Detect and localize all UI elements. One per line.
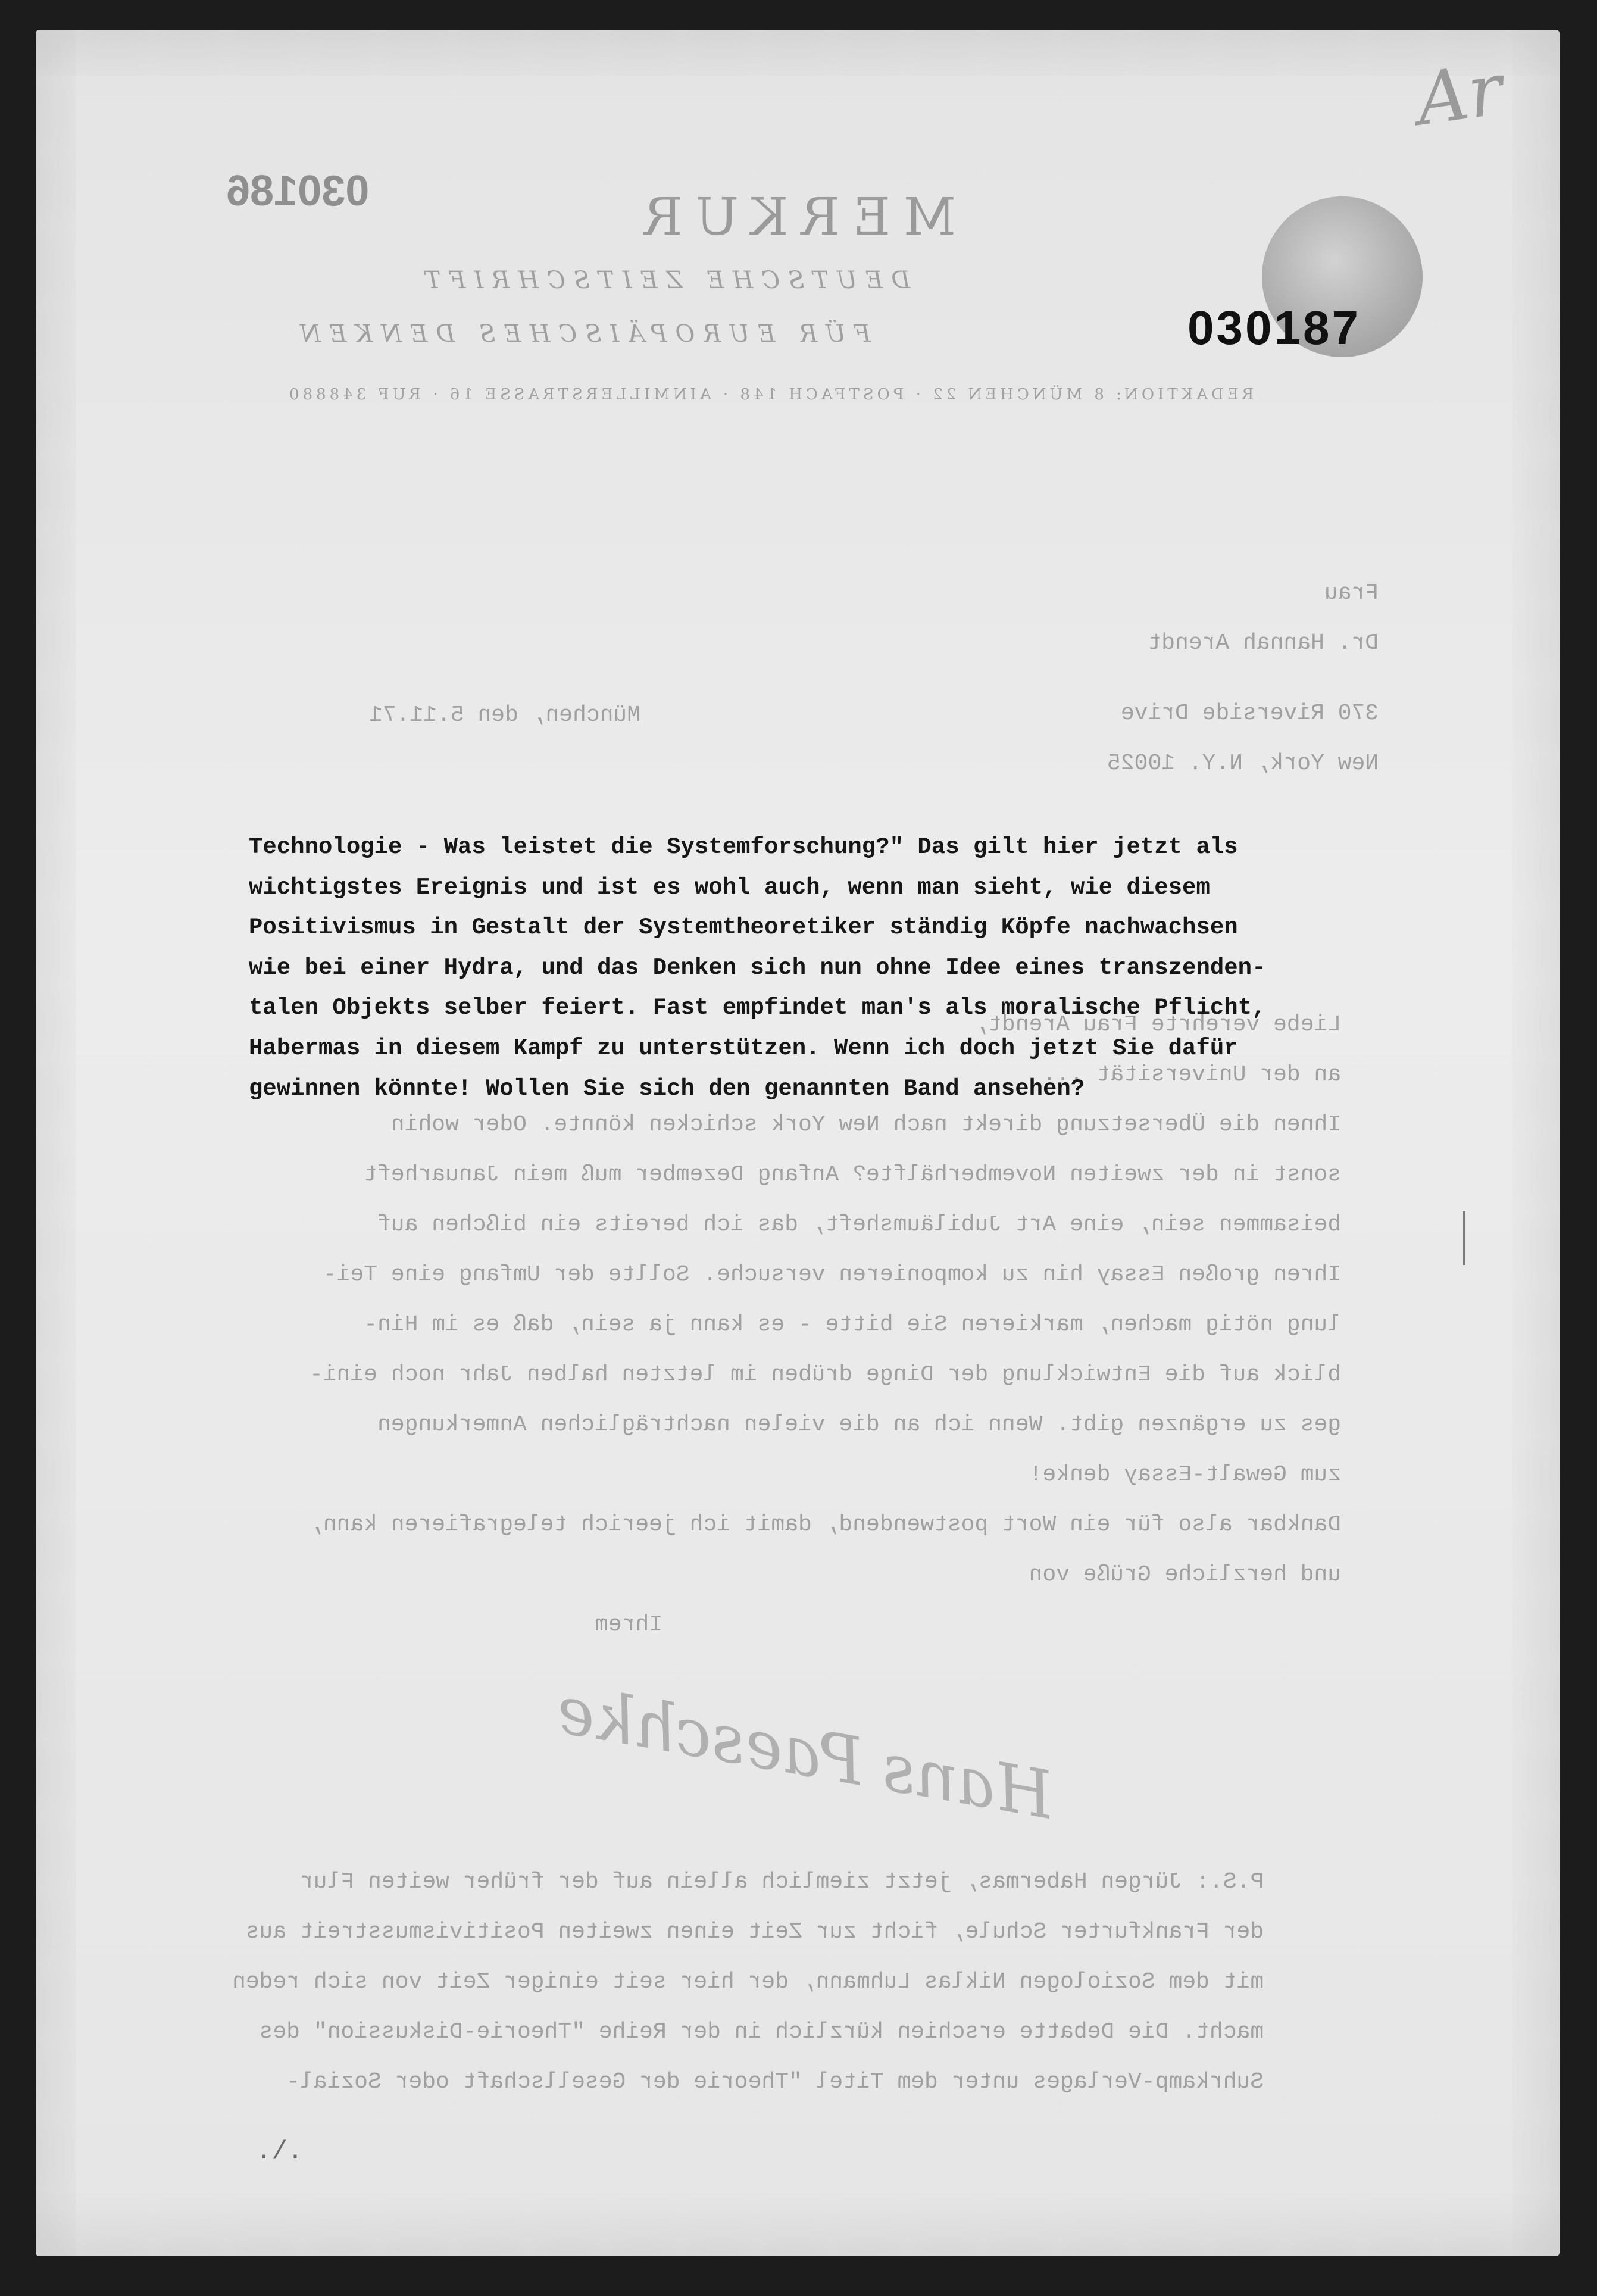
main-text-line: Positivismus in Gestalt der Systemtheoretiker ständig Köpfe nachwachsen: [249, 914, 1238, 941]
bleed-through-letterhead-subtitle-2: FÜR EUROPÄISCHES DENKEN: [292, 320, 871, 348]
ps-line: mit dem Soziologen Niklas Luhmann, der hier seit einiger Zeit von sich reden: [232, 1969, 1264, 1995]
bleed-through-letterhead-address: REDAKTION: 8 MÜNCHEN 22 · POSTFACH 148 · AINMILLERSTRASSE 16 · RUF 348880: [286, 386, 1254, 404]
archive-number: 030187: [1187, 301, 1361, 354]
bleed-through-letterhead-title: MERKUR: [631, 188, 957, 247]
recipient-line: 370 Riverside Drive: [1120, 701, 1379, 726]
body-line: lung nötig machen, markieren Sie bitte - es kann ja sein, daß es im Hin-: [364, 1312, 1342, 1338]
body-line: Dankbar also für ein Wort postwendend, damit ich jeerich telegrafieren kann,: [310, 1512, 1342, 1538]
ps-line: Suhrkamp-Verlages unter dem Titel "Theorie der Gesellschaft oder Sozial-: [286, 2069, 1264, 2095]
body-line: ges zu ergänzen gibt. Wenn ich an die vielen nachträglichen Anmerkungen: [377, 1412, 1342, 1438]
ps-line: P.S.: Jürgen Habermas, jetzt ziemlich allein auf der früher weiten Flur: [300, 1869, 1264, 1895]
bleed-through-date: München, den 5.11.71: [369, 702, 641, 728]
main-text-line: gewinnen könnte! Wollen Sie sich den genannten Band ansehen?: [249, 1075, 1085, 1102]
body-line: blick auf die Entwicklung der Dinge drüben im letzten halben Jahr noch eini-: [310, 1362, 1342, 1388]
body-line: beisammen sein, eine Art Jubiläumsheft, das ich bereits ein bißchen auf: [377, 1212, 1342, 1238]
body-line: und herzliche Grüße von: [1029, 1562, 1342, 1588]
body-line: sonst in der zweiten Novemberhälfte? Anfang Dezember muß mein Januarheft: [364, 1162, 1342, 1188]
main-text-line: wie bei einer Hydra, und das Denken sich nun ohne Idee eines transzenden-: [249, 954, 1266, 981]
bleed-through-archive-number: 030186: [226, 167, 370, 215]
main-text-line: talen Objekts selber feiert. Fast empfindet man's als moralische Pflicht,: [249, 995, 1266, 1022]
continuation-mark: ./.: [256, 2137, 304, 2167]
body-line: Ihnen die Übersetzung direkt nach New York schicken könnte. Oder wohin: [390, 1112, 1342, 1138]
bleed-through-letterhead-subtitle-1: DEUTSCHE ZEITSCHRIFT: [417, 267, 911, 294]
bleed-through-signature: Hans Paeschke: [551, 1671, 1059, 1834]
body-line: Ihrem: [595, 1612, 663, 1638]
recipient-line: Dr. Hannah Arendt: [1148, 630, 1379, 656]
main-text-line: Habermas in diesem Kampf zu unterstützen. Wenn ich doch jetzt Sie dafür: [249, 1035, 1238, 1061]
ps-line: der Frankfurter Schule, ficht zur Zeit einen zweiten Positivismusstreit aus: [245, 1919, 1264, 1945]
recipient-line: Frau: [1324, 580, 1379, 606]
body-line: an der Universität ...: [1042, 1062, 1342, 1088]
body-line: Liebe verehrte Frau Arendt,: [974, 1012, 1342, 1038]
bleed-through-postscript: [232, 1857, 1264, 2107]
ps-line: macht. Die Debatte erschien kürzlich in der Reihe "Theorie-Diskussion" des: [259, 2019, 1264, 2045]
pencil-annotation: Ar: [1411, 48, 1508, 142]
main-text-line: Technologie - Was leistet die Systemforschung?" Das gilt hier jetzt als: [249, 834, 1238, 860]
letter-page: [36, 30, 1560, 2256]
main-text-line: wichtigstes Ereignis und ist es wohl auch, wenn man sieht, wie diesem: [249, 874, 1210, 901]
main-typed-text: [249, 827, 1463, 1109]
bleed-through-recipient: [1107, 568, 1379, 789]
margin-line: [1463, 1211, 1465, 1265]
body-line: zum Gewalt-Essay denke!: [1029, 1462, 1342, 1488]
recipient-line: New York, N.Y. 10025: [1107, 751, 1379, 776]
body-line: Ihren großen Essay hin zu komponieren versuche. Sollte der Umfang eine Tei-: [323, 1262, 1342, 1288]
